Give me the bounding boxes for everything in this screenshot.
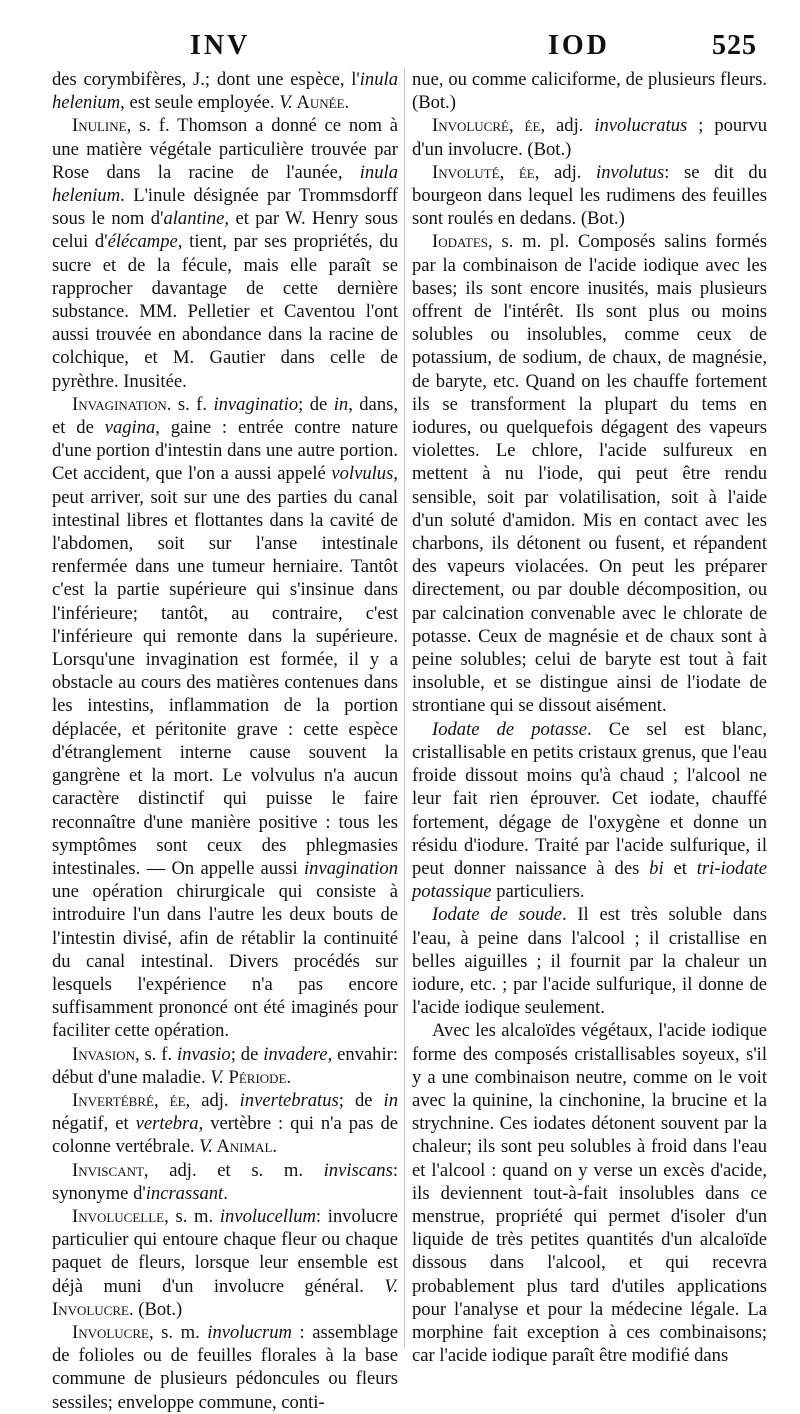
subheading: Iodate de potasse bbox=[432, 718, 588, 740]
entry-involute bbox=[412, 161, 767, 231]
entry-text: : synonyme d' bbox=[52, 1159, 398, 1204]
entry-continuation: nue, ou comme caliciforme, de plusieurs fleurs. (Bot.) bbox=[412, 69, 767, 114]
entry-text: , s. f. bbox=[135, 1043, 178, 1065]
entry-text: (Bot.) bbox=[133, 1298, 183, 1320]
cross-reference: Aunée. bbox=[292, 92, 350, 114]
entry-iodates bbox=[412, 230, 767, 717]
cross-reference: Involucre. bbox=[52, 1298, 134, 1320]
entry-text: , s. f. Thomson a donné ce nom à une matière végétale particulière trouvée par Rose dans la racine de l'aunée, bbox=[52, 115, 398, 183]
subheading: Iodate de soude bbox=[432, 904, 562, 926]
term: vertebra bbox=[135, 1113, 199, 1135]
entry-text: , tient, par ses propriétés, du sucre et de la fécule, mais elle paraît se rapprocher davantage de cette dernière substance. MM. Pelletier et Caventou l'ont aussi trouvée en abondance dans la racine de colchique, et M. Gautier dans celle de pyrèthre. Inusitée. bbox=[52, 231, 398, 392]
entry-text: , envahir: début d'une maladie. bbox=[52, 1043, 398, 1088]
subentry-iodate-de-soude bbox=[412, 903, 767, 1019]
latin-term: involucrum bbox=[207, 1321, 292, 1343]
entry-text: , adj. bbox=[185, 1089, 240, 1111]
entry-text: , s. m. pl. Composés salins formés par la combinaison de l'acide iodique avec les bases; ils sont encore inusités, mais plusieurs offrent de l'intérêt. Ils sont plus ou moins solubles ou insolubles, comme ceux de potassium, de sodium, de chaux, de magnésie, de baryte, etc. Quand on les chauffe fortement ils se transforment la plupart du tems en iodures, ou quelquefois dégagent des vapeurs violettes. Le chlore, l'acide sulfureux en mettent à nu l'iode, qui peut être rendu sensible, soit par volatilisation, soit à l'aide d'un soluté d'amidon. Mis en contact avec les charbons, ils détonent ou fusent, et répandent des vapeurs violacées. On peut les préparer directement, ou par double décomposition, ou par calcination convenable avec le chlorate de potasse. Ceux de magnésie et de chaux sont à peine solubles; celui de baryte est tout à fait insoluble, et se distingue ainsi de l'iodate de strontiane qui se dissout aisément. bbox=[412, 231, 767, 717]
entry-invertebre bbox=[52, 1089, 398, 1159]
cross-reference: Animal. bbox=[212, 1136, 278, 1158]
headword: Involucelle bbox=[72, 1205, 165, 1227]
term: bi bbox=[649, 857, 664, 879]
headword: Invertébré, ée bbox=[72, 1089, 186, 1111]
see-reference: V. bbox=[384, 1275, 398, 1297]
latin-term: invertebratus bbox=[239, 1089, 339, 1111]
column-divider bbox=[404, 68, 405, 1348]
term: invagination bbox=[304, 857, 398, 879]
entry-text: , s. m. bbox=[164, 1205, 220, 1227]
term: in bbox=[333, 393, 349, 415]
latin-term: inviscans bbox=[323, 1159, 393, 1181]
entry-text: : assemblage de folioles ou de feuilles florales à la base commune de plusieurs pédoncules ou fleurs sessiles; enveloppe commune, conti- bbox=[52, 1321, 398, 1413]
entry-text: , vertèbre : qui n'a pas de colonne vertébrale. bbox=[52, 1113, 398, 1158]
entry-involucre-adj bbox=[412, 114, 767, 160]
entry-text: . Il est très soluble dans l'eau, à peine dans l'alcool ; il cristallise en belles aiguilles ; il fournit par la chaleur un iodure, etc. ; par l'acide sulfurique, il donne de l'acide iodique seulement. bbox=[412, 904, 767, 1019]
entry-text: une opération chirurgicale qui consiste à introduire l'un dans l'autre les deux bouts de l'intestin divisé, afin de rétablir la continuité du canal intestinal. Divers procédés sur lesquels l'expérience n'a pas encore suffisamment prononcé ont été imaginés pour faciliter cette opération. bbox=[52, 881, 398, 1042]
entry-text: ; pourvu d'un involucre. (Bot.) bbox=[412, 115, 768, 160]
entry-involucre bbox=[52, 1321, 398, 1414]
paragraph-alcaloides: Avec les alcaloïdes végétaux, l'acide iodique forme des composés cristallisables soyeux, s'il y a une combinaison neutre, comme on le voit avec la quinine, la cinchonine, la brucine et la strychnine. Ces iodates détonent souvent par la chaleur; ils sont peu solubles à froid dans l'eau et l'alcool : quand on y verse un excès d'acide, ils deviennent tout-à-fait insolubles dans ce menstrue, propriété qui permet d'isoler d'un liquide de très petites quantités d'un alcaloïde dissous dans l'alcool, et qui recevra probablement plus tard d'utiles applications pour l'analyse et pour la médecine légale. La morphine fait exception à ces combinaisons; car l'acide iodique paraît être modifié dans bbox=[412, 1020, 767, 1367]
entry-continuation bbox=[52, 68, 398, 114]
entry-text: . s. f. bbox=[166, 393, 214, 415]
headword: Invagination bbox=[72, 393, 167, 415]
headword: Invasion bbox=[72, 1043, 136, 1065]
term: tri-iodate potassique bbox=[412, 857, 768, 903]
term: in bbox=[383, 1089, 399, 1111]
entry-text: particuliers. bbox=[491, 881, 585, 903]
latin-term: invaginatio bbox=[213, 393, 299, 415]
term: incrassant bbox=[145, 1182, 224, 1204]
latin-term: inula helenium bbox=[52, 161, 398, 207]
headword: Involucre bbox=[72, 1321, 149, 1343]
left-column bbox=[52, 68, 398, 1414]
term: alantine bbox=[163, 208, 225, 230]
headword: Inuline bbox=[72, 115, 127, 137]
page-number: 525 bbox=[712, 30, 757, 61]
entry-text: négatif, et bbox=[52, 1113, 136, 1135]
headword: Iodates bbox=[432, 231, 489, 253]
latin-term: involucratus bbox=[594, 115, 688, 137]
entry-inviscant bbox=[52, 1159, 398, 1205]
term: vagina bbox=[104, 417, 156, 439]
right-column bbox=[412, 68, 767, 1367]
headword: Involucré, ée bbox=[432, 115, 541, 137]
cross-reference: Période. bbox=[223, 1066, 292, 1088]
entry-text: . bbox=[223, 1182, 228, 1204]
see-reference: V. bbox=[279, 92, 293, 114]
entry-text: , s. m. bbox=[148, 1321, 208, 1343]
see-reference: V. bbox=[199, 1136, 213, 1158]
term: élécampe bbox=[107, 231, 178, 253]
entry-text: et bbox=[663, 857, 697, 879]
entry-text: , est seule employée. bbox=[120, 92, 280, 114]
entry-text: , adj. bbox=[540, 115, 595, 137]
entry-text: : se dit du bourgeon dans lequel les rudimens des feuilles sont roulés en dedans. (Bot.) bbox=[412, 161, 768, 230]
headword: Inviscant bbox=[72, 1159, 144, 1181]
entry-text: . L'inule désignée par Trommsdorff sous le nom d' bbox=[52, 185, 398, 230]
entry-text: des corymbifères, J.; dont une espèce, l' bbox=[52, 69, 360, 90]
entry-text: . Ce sel est blanc, cristallisable en petits cristaux grenus, que l'eau froide dissout moins qu'à chaud ; l'alcool ne leur fait rien éprouver. Cet iodate, chauffé fortement, dégage de l'oxygène et donne un résidu d'iodure. Traité par l'acide sulfurique, il peut donner naissance à des bbox=[412, 718, 767, 879]
right-running-head: IOD bbox=[548, 30, 610, 61]
entry-text: , gaine : entrée contre nature d'une portion d'intestin dans une autre portion. Cet accident, que l'on a aussi appelé bbox=[52, 417, 398, 485]
latin-term: involutus bbox=[596, 161, 665, 183]
latin-term: involucellum bbox=[219, 1205, 316, 1227]
entry-text: , adj. et s. m. bbox=[143, 1159, 324, 1181]
latin-term: invasio bbox=[177, 1043, 231, 1065]
entry-inuline bbox=[52, 114, 398, 392]
entry-text: , peut arriver, soit sur une des parties du canal intestinal libres et flottantes dans la cavité de l'abdomen, soit sur l'anse intestinale renfermée dans une tumeur herniaire. Tantôt c'est la partie supérieure qui s'insinue dans l'inférieure; tantôt, au contraire, c'est l'inférieure qui remonte dans la supérieure. Lorsqu'une invagination est formée, il y a obstacle au cours des matières contenues dans les intestins, inflammation de la portion déplacée, et péritonite grave : cette espèce d'étranglement interne cause souvent la gangrène et la mort. Le volvulus n'a aucun caractère distinctif qui puisse le faire reconnaître d'une manière positive : tous les symptômes sont ceux des phlegmasies intestinales. — On appelle aussi bbox=[52, 463, 398, 879]
entry-text: , et par W. Henry sous celui d' bbox=[52, 208, 398, 253]
left-running-head: INV bbox=[190, 30, 251, 61]
entry-text: , adj. bbox=[534, 161, 597, 183]
entry-text: ; de bbox=[230, 1043, 264, 1065]
entry-involucelle bbox=[52, 1205, 398, 1321]
see-reference: V. bbox=[210, 1066, 224, 1088]
entry-text: , dans, et de bbox=[52, 393, 398, 439]
entry-invasion bbox=[52, 1043, 398, 1089]
subentry-iodate-de-potasse bbox=[412, 718, 767, 904]
headword: Involuté, ée bbox=[432, 161, 535, 183]
entry-invagination bbox=[52, 393, 398, 1043]
latin-term: inula helenium bbox=[52, 69, 398, 114]
entry-text: ; de bbox=[338, 1089, 384, 1111]
entry-text: ; de bbox=[298, 393, 334, 415]
entry-text: : involucre particulier qui entoure chaque fleur ou chaque paquet de fleurs, lorsque leur ensemble est déjà muni d'un involucre général. bbox=[52, 1205, 399, 1297]
term: volvulus bbox=[331, 463, 394, 485]
term: invadere bbox=[263, 1043, 328, 1065]
